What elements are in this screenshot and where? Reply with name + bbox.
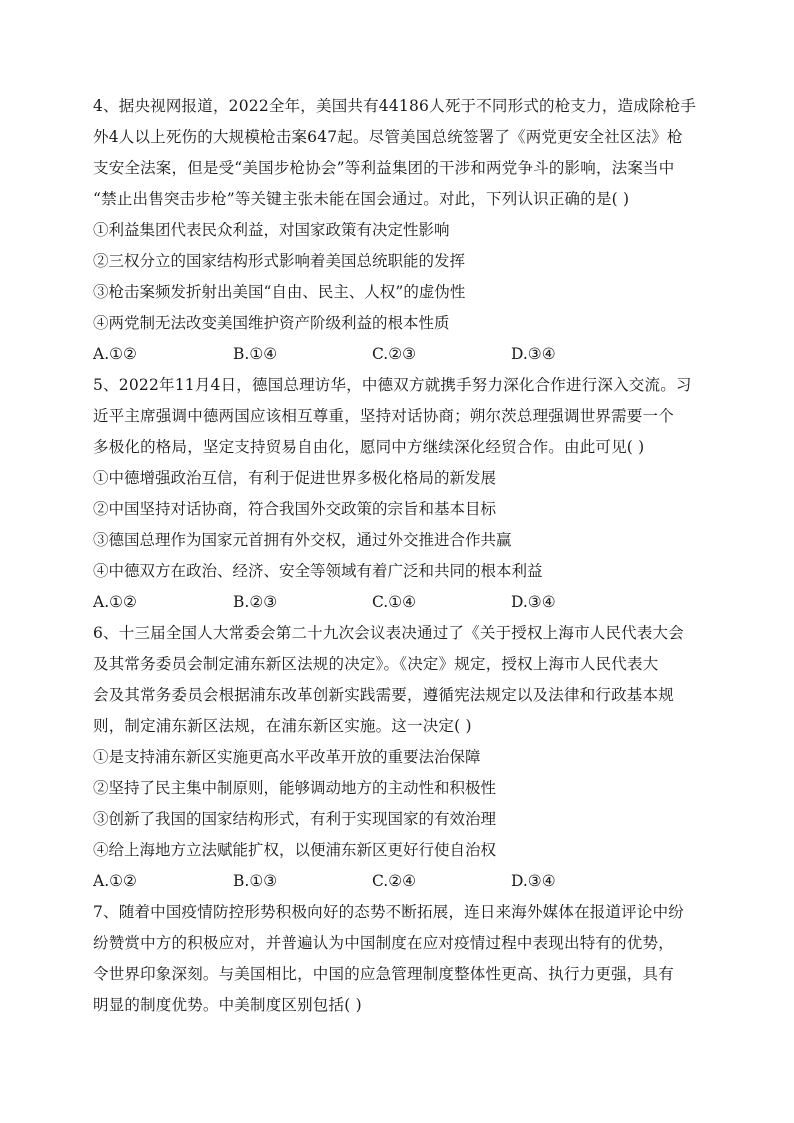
option-4: ④两党制无法改变美国维护资产阶级利益的根本性质 xyxy=(93,314,450,332)
stem-line: 6、十三届全国人大常委会第二十九次会议表决通过了《关于授权上海市人民代表大会 xyxy=(93,624,684,642)
stem-line: 会及其常务委员会根据浦东改革创新实践需要，遵循宪法规定以及法律和行政基本规 xyxy=(93,686,674,704)
stem-line: 纷赞赏中方的积极应对，并普遍认为中国制度在应对疫情过程中表现出特有的优势， xyxy=(93,934,674,952)
option-3: ③枪击案频发折射出美国“自由、民主、人权”的虚伪性 xyxy=(93,283,466,301)
answer-b[interactable]: B.①③ xyxy=(233,872,278,890)
stem-line: 4、据央视网报道，2022全年，美国共有44186人死于不同形式的枪支力，造成除枪手 xyxy=(93,97,697,115)
stem-line: 多极化的格局，坚定支持贸易自由化，愿同中方继续深化经贸合作。由此可见( ) xyxy=(93,438,645,456)
question-stem xyxy=(93,618,705,742)
question-stem xyxy=(93,897,705,1021)
question-stem xyxy=(93,370,705,463)
stem-line: “禁止出售突击步枪”等关键主张未能在国会通过。对此，下列认识正确的是( ) xyxy=(93,190,630,208)
stem-line: 外4人以上死伤的大规模枪击案647起。尽管美国总统签署了《两党更安全社区法》枪 xyxy=(93,128,683,146)
option-2: ②三权分立的国家结构形式影响着美国总统职能的发挥 xyxy=(93,252,466,270)
question-options xyxy=(93,463,705,587)
answer-c[interactable]: C.①④ xyxy=(372,593,417,611)
question-options xyxy=(93,215,705,339)
answer-c[interactable]: C.②④ xyxy=(372,872,417,890)
answer-a[interactable]: A.①② xyxy=(93,345,137,363)
stem-line: 近平主席强调中德两国应该相互尊重，坚持对话协商；朔尔茨总理强调世界需要一个 xyxy=(93,407,674,425)
answer-a[interactable]: A.①② xyxy=(93,872,137,890)
answer-choices xyxy=(93,587,705,618)
question-7 xyxy=(93,897,705,1021)
stem-line: 则，制定浦东新区法规，在浦东新区实施。这一决定( ) xyxy=(93,717,472,735)
option-4: ④中德双方在政治、经济、安全等领域有着广泛和共同的根本利益 xyxy=(93,562,543,580)
question-stem xyxy=(93,91,705,215)
question-4 xyxy=(93,91,705,370)
stem-line: 支安全法案，但是受“美国步枪协会”等利益集团的干涉和两党争斗的影响，法案当中 xyxy=(93,159,675,177)
answer-c[interactable]: C.②③ xyxy=(372,345,417,363)
option-2: ②坚持了民主集中制原则，能够调动地方的主动性和积极性 xyxy=(93,779,497,797)
answer-choices xyxy=(93,339,705,370)
stem-line: 7、随着中国疫情防控形势积极向好的态势不断拓展，连日来海外媒体在报道评论中纷 xyxy=(93,903,684,921)
answer-d[interactable]: D.③④ xyxy=(511,593,556,611)
stem-line: 及其常务委员会制定浦东新区法规的决定》。《决定》规定，授权上海市人民代表大 xyxy=(93,655,659,673)
option-1: ①是支持浦东新区实施更高水平改革开放的重要法治保障 xyxy=(93,748,481,766)
option-4: ④给上海地方立法赋能扩权，以便浦东新区更好行使自治权 xyxy=(93,841,497,859)
option-3: ③德国总理作为国家元首拥有外交权，通过外交推进合作共赢 xyxy=(93,531,512,549)
question-6 xyxy=(93,618,705,897)
stem-line: 5、2022年11月4日，德国总理访华，中德双方就携手努力深化合作进行深入交流。习 xyxy=(93,376,692,394)
answer-b[interactable]: B.①④ xyxy=(233,345,278,363)
option-1: ①利益集团代表民众利益，对国家政策有决定性影响 xyxy=(93,221,450,239)
question-5 xyxy=(93,370,705,618)
stem-line: 明显的制度优势。中美制度区别包括( ) xyxy=(93,996,362,1014)
answer-a[interactable]: A.①② xyxy=(93,593,137,611)
option-2: ②中国坚持对话协商，符合我国外交政策的宗旨和基本目标 xyxy=(93,500,497,518)
stem-line: 令世界印象深刻。与美国相比，中国的应急管理制度整体性更高、执行力更强，具有 xyxy=(93,965,674,983)
option-1: ①中德增强政治互信，有利于促进世界多极化格局的新发展 xyxy=(93,469,497,487)
answer-d[interactable]: D.③④ xyxy=(511,872,556,890)
option-3: ③创新了我国的国家结构形式，有利于实现国家的有效治理 xyxy=(93,810,497,828)
answer-choices xyxy=(93,866,705,897)
question-options xyxy=(93,742,705,866)
answer-d[interactable]: D.③④ xyxy=(511,345,556,363)
answer-b[interactable]: B.②③ xyxy=(233,593,278,611)
